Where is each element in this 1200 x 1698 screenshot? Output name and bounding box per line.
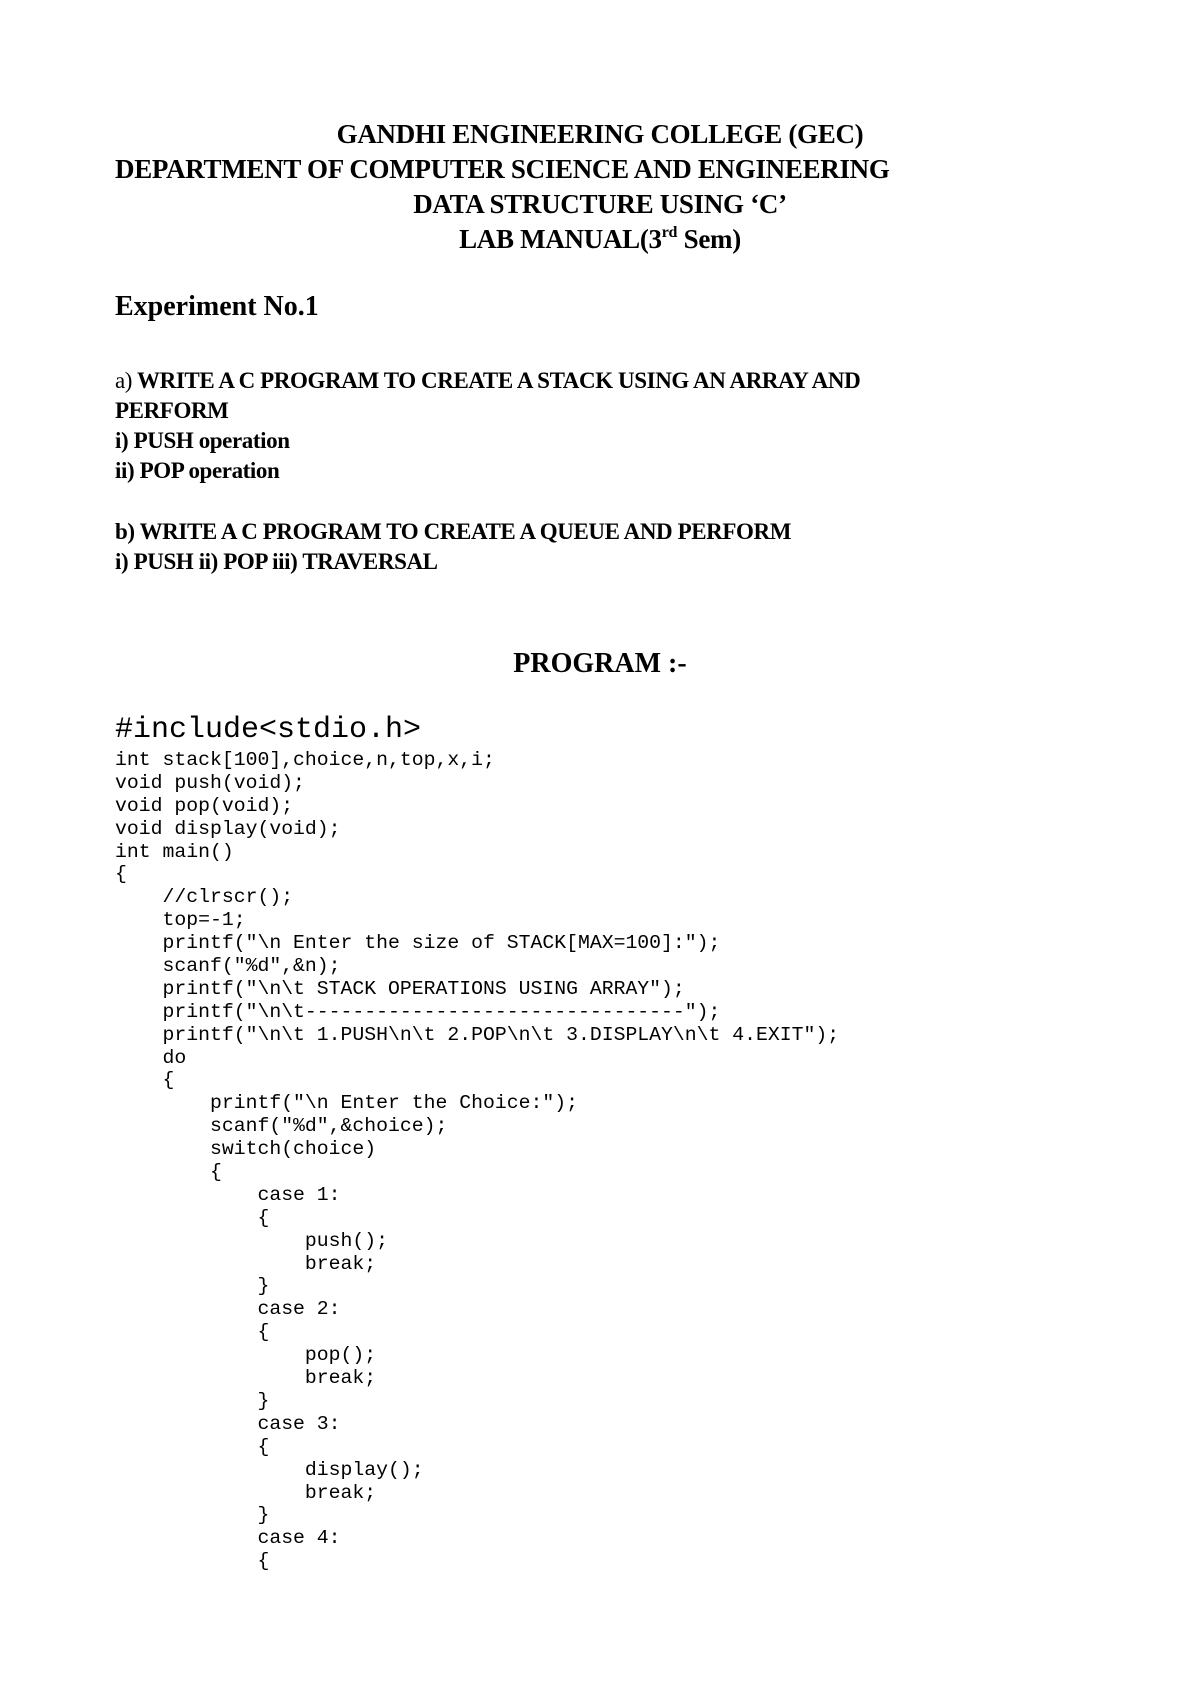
manual-prefix: LAB MANUAL(3 xyxy=(459,224,662,254)
program-heading: PROGRAM :- xyxy=(513,648,687,679)
code-line: case 4: xyxy=(115,1527,341,1550)
code-line: printf("\n Enter the size of STACK[MAX=100]:"); xyxy=(115,932,721,955)
code-line: //clrscr(); xyxy=(115,886,294,909)
code-line: int main() xyxy=(115,840,234,863)
code-line: scanf("%d",&n); xyxy=(115,955,341,978)
code-line: pop(); xyxy=(115,1344,377,1367)
code-line: } xyxy=(115,1504,270,1527)
code-line: case 3: xyxy=(115,1412,341,1435)
code-line: display(); xyxy=(115,1458,424,1481)
code-line: do xyxy=(115,1046,187,1069)
code-line: { xyxy=(115,1321,270,1344)
code-line: break; xyxy=(115,1481,377,1504)
code-line: push(); xyxy=(115,1229,389,1252)
code-line: } xyxy=(115,1389,270,1412)
code-line: void pop(void); xyxy=(115,794,294,817)
code-line: void display(void); xyxy=(115,817,341,840)
code-line: printf("\n Enter the Choice:"); xyxy=(115,1092,578,1115)
code-line: int stack[100],choice,n,top,x,i; xyxy=(115,749,495,771)
subject-title: DATA STRUCTURE USING ‘C’ xyxy=(413,189,787,219)
code-line: { xyxy=(115,1550,270,1573)
code-line: void push(void); xyxy=(115,771,305,794)
code-line: break; xyxy=(115,1252,377,1275)
task-a-line2: PERFORM xyxy=(115,398,229,423)
code-line: scanf("%d",&choice); xyxy=(115,1115,448,1138)
code-line: case 1: xyxy=(115,1183,341,1206)
department-name: DEPARTMENT OF COMPUTER SCIENCE AND ENGINEERING xyxy=(115,154,890,184)
code-line: } xyxy=(115,1275,270,1298)
manual-superscript: rd xyxy=(661,224,678,241)
task-a-text: WRITE A C PROGRAM TO CREATE A STACK USING AN ARRAY AND xyxy=(132,368,861,393)
code-block xyxy=(115,749,839,1573)
college-name: GANDHI ENGINEERING COLLEGE (GEC) xyxy=(336,119,864,149)
code-line: printf("\n\t 1.PUSH\n\t 2.POP\n\t 3.DISPLAY\n\t 4.EXIT"); xyxy=(115,1023,840,1046)
task-a-item-push: i) PUSH operation xyxy=(115,428,290,453)
code-line: break; xyxy=(115,1367,377,1390)
lab-manual-title xyxy=(0,223,1200,255)
code-line: switch(choice) xyxy=(115,1138,377,1161)
task-a-line1 xyxy=(115,366,860,396)
code-line: { xyxy=(115,1435,270,1458)
code-line: printf("\n\t STACK OPERATIONS USING ARRAY"); xyxy=(115,977,685,1000)
code-line: case 2: xyxy=(115,1298,341,1321)
manual-suffix: Sem) xyxy=(677,224,741,254)
experiment-title: Experiment No.1 xyxy=(115,291,319,322)
code-line: top=-1; xyxy=(115,909,246,932)
task-a-label: a) xyxy=(115,368,133,393)
code-line: { xyxy=(115,863,127,886)
code-line: { xyxy=(115,1161,222,1184)
task-b-line1: b) WRITE A C PROGRAM TO CREATE A QUEUE AND PERFORM xyxy=(115,519,792,544)
task-b-line2: i) PUSH ii) POP iii) TRAVERSAL xyxy=(115,549,438,574)
code-line: printf("\n\t--------------------------------"); xyxy=(115,1000,721,1023)
include-directive: #include<stdio.h> xyxy=(115,713,422,747)
code-line: { xyxy=(115,1206,270,1229)
task-a-item-pop: ii) POP operation xyxy=(115,458,280,483)
code-line: { xyxy=(115,1069,175,1092)
